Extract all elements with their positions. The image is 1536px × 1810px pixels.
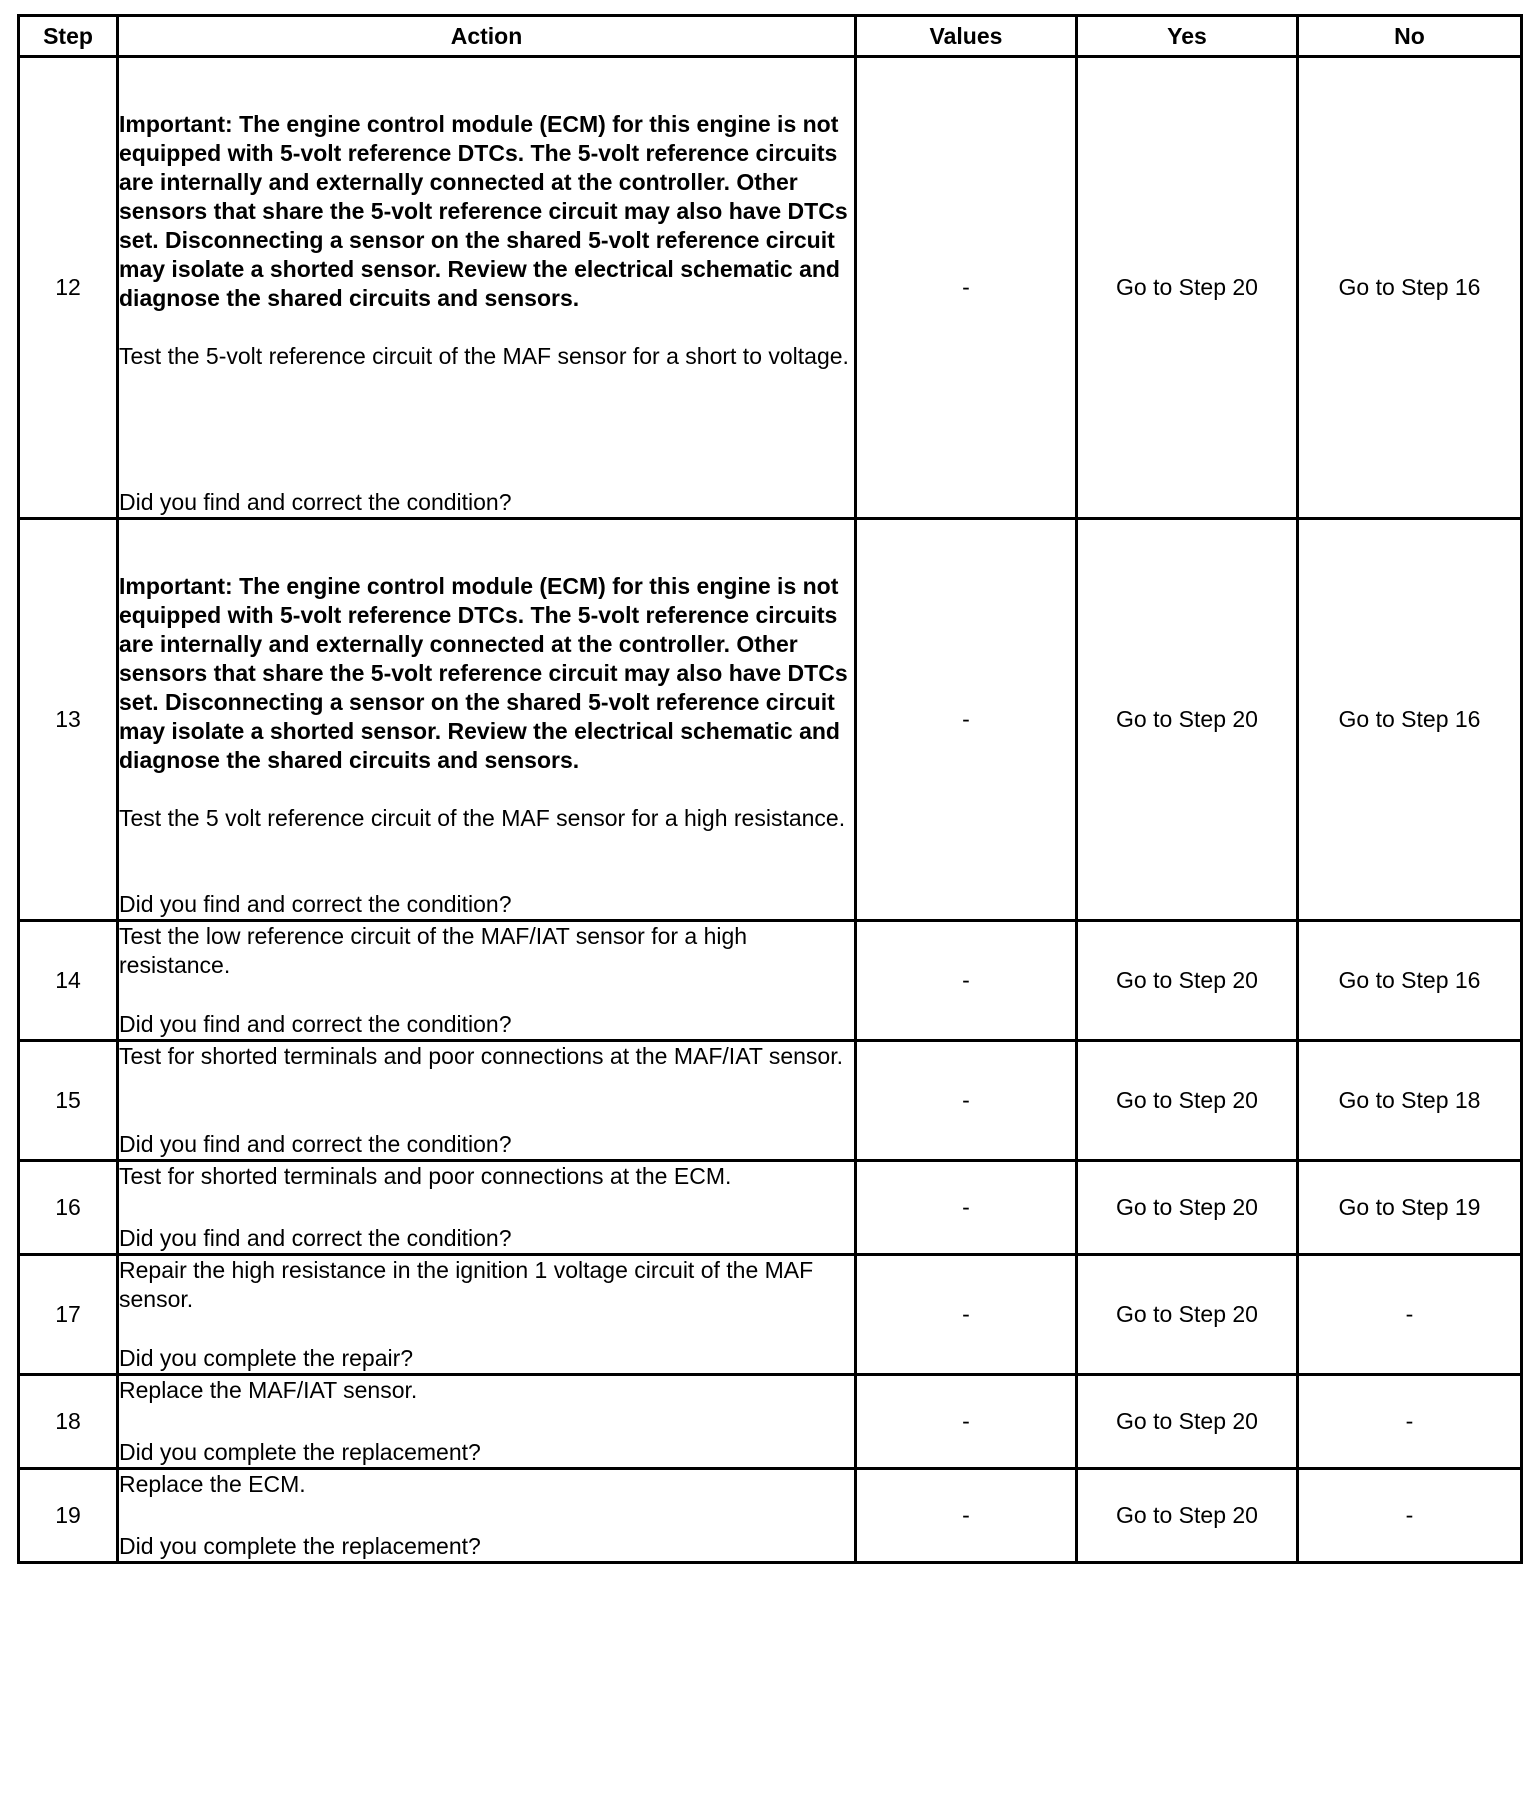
- no-cell: Go to Step 16: [1298, 519, 1522, 921]
- table-row: [19, 1469, 1522, 1563]
- action-instruction: Repair the high resistance in the ignition 1 voltage circuit of the MAF sensor.: [119, 1257, 814, 1312]
- important-note: Important: The engine control module (ECM) for this engine is not equipped with 5-volt reference DTCs. The 5-volt reference circuits are internally and externally connected at the controller. Other sensors that share the 5-volt reference circuit may also have DTCs set. Disconnecting a sensor on the shared 5-volt reference circuit may isolate a shorted sensor. Review the electrical schematic and diagnose the shared circuits and sensors.: [119, 573, 848, 773]
- yes-cell: Go to Step 20: [1077, 1469, 1298, 1563]
- values-cell: -: [856, 1041, 1077, 1161]
- action-instruction: Test for shorted terminals and poor connections at the MAF/IAT sensor.: [119, 1043, 844, 1069]
- action-question: Did you find and correct the condition?: [119, 1131, 512, 1157]
- header-action: Action: [118, 16, 856, 57]
- table-header-row: [19, 16, 1522, 57]
- action-instruction: Test the low reference circuit of the MAF/IAT sensor for a high resistance.: [119, 923, 748, 978]
- values-cell: -: [856, 519, 1077, 921]
- header-yes: Yes: [1077, 16, 1298, 57]
- action-instruction: Replace the ECM.: [119, 1471, 306, 1497]
- action-cell: [118, 1041, 856, 1161]
- step-number: 17: [19, 1255, 118, 1375]
- action-cell: [118, 1375, 856, 1469]
- yes-cell: Go to Step 20: [1077, 57, 1298, 519]
- step-number: 12: [19, 57, 118, 519]
- yes-cell: Go to Step 20: [1077, 519, 1298, 921]
- yes-cell: Go to Step 20: [1077, 1375, 1298, 1469]
- action-cell: [118, 921, 856, 1041]
- action-instruction: Test for shorted terminals and poor connections at the ECM.: [119, 1163, 732, 1189]
- action-instruction: Test the 5 volt reference circuit of the MAF sensor for a high resistance.: [119, 805, 846, 831]
- table-row: [19, 1161, 1522, 1255]
- action-question: Did you complete the repair?: [119, 1345, 414, 1371]
- no-cell: Go to Step 18: [1298, 1041, 1522, 1161]
- action-question: Did you complete the replacement?: [119, 1439, 481, 1465]
- values-cell: -: [856, 1255, 1077, 1375]
- no-cell: Go to Step 19: [1298, 1161, 1522, 1255]
- step-number: 16: [19, 1161, 118, 1255]
- values-cell: -: [856, 921, 1077, 1041]
- step-number: 15: [19, 1041, 118, 1161]
- step-number: 19: [19, 1469, 118, 1563]
- action-cell: [118, 1255, 856, 1375]
- yes-cell: Go to Step 20: [1077, 921, 1298, 1041]
- no-cell: -: [1298, 1255, 1522, 1375]
- values-cell: -: [856, 1375, 1077, 1469]
- important-note: Important: The engine control module (ECM) for this engine is not equipped with 5-volt reference DTCs. The 5-volt reference circuits are internally and externally connected at the controller. Other sensors that share the 5-volt reference circuit may also have DTCs set. Disconnecting a sensor on the shared 5-volt reference circuit may isolate a shorted sensor. Review the electrical schematic and diagnose the shared circuits and sensors.: [119, 111, 848, 311]
- table-row: [19, 519, 1522, 921]
- diagnostic-table: [17, 14, 1523, 1564]
- header-values: Values: [856, 16, 1077, 57]
- action-question: Did you complete the replacement?: [119, 1533, 481, 1559]
- no-cell: -: [1298, 1375, 1522, 1469]
- table-row: [19, 57, 1522, 519]
- table-row: [19, 1041, 1522, 1161]
- step-number: 13: [19, 519, 118, 921]
- table-row: [19, 1375, 1522, 1469]
- step-number: 14: [19, 921, 118, 1041]
- yes-cell: Go to Step 20: [1077, 1041, 1298, 1161]
- no-cell: Go to Step 16: [1298, 57, 1522, 519]
- no-cell: -: [1298, 1469, 1522, 1563]
- step-number: 18: [19, 1375, 118, 1469]
- action-cell: [118, 1161, 856, 1255]
- yes-cell: Go to Step 20: [1077, 1255, 1298, 1375]
- action-instruction: Replace the MAF/IAT sensor.: [119, 1377, 418, 1403]
- header-no: No: [1298, 16, 1522, 57]
- action-question: Did you find and correct the condition?: [119, 1011, 512, 1037]
- action-cell: [118, 1469, 856, 1563]
- action-question: Did you find and correct the condition?: [119, 1225, 512, 1251]
- action-question: Did you find and correct the condition?: [119, 489, 512, 515]
- action-cell: [118, 519, 856, 921]
- header-step: Step: [19, 16, 118, 57]
- values-cell: -: [856, 1469, 1077, 1563]
- action-cell: [118, 57, 856, 519]
- table-row: [19, 921, 1522, 1041]
- no-cell: Go to Step 16: [1298, 921, 1522, 1041]
- values-cell: -: [856, 57, 1077, 519]
- action-instruction: Test the 5-volt reference circuit of the MAF sensor for a short to voltage.: [119, 343, 849, 369]
- action-question: Did you find and correct the condition?: [119, 891, 512, 917]
- values-cell: -: [856, 1161, 1077, 1255]
- yes-cell: Go to Step 20: [1077, 1161, 1298, 1255]
- table-row: [19, 1255, 1522, 1375]
